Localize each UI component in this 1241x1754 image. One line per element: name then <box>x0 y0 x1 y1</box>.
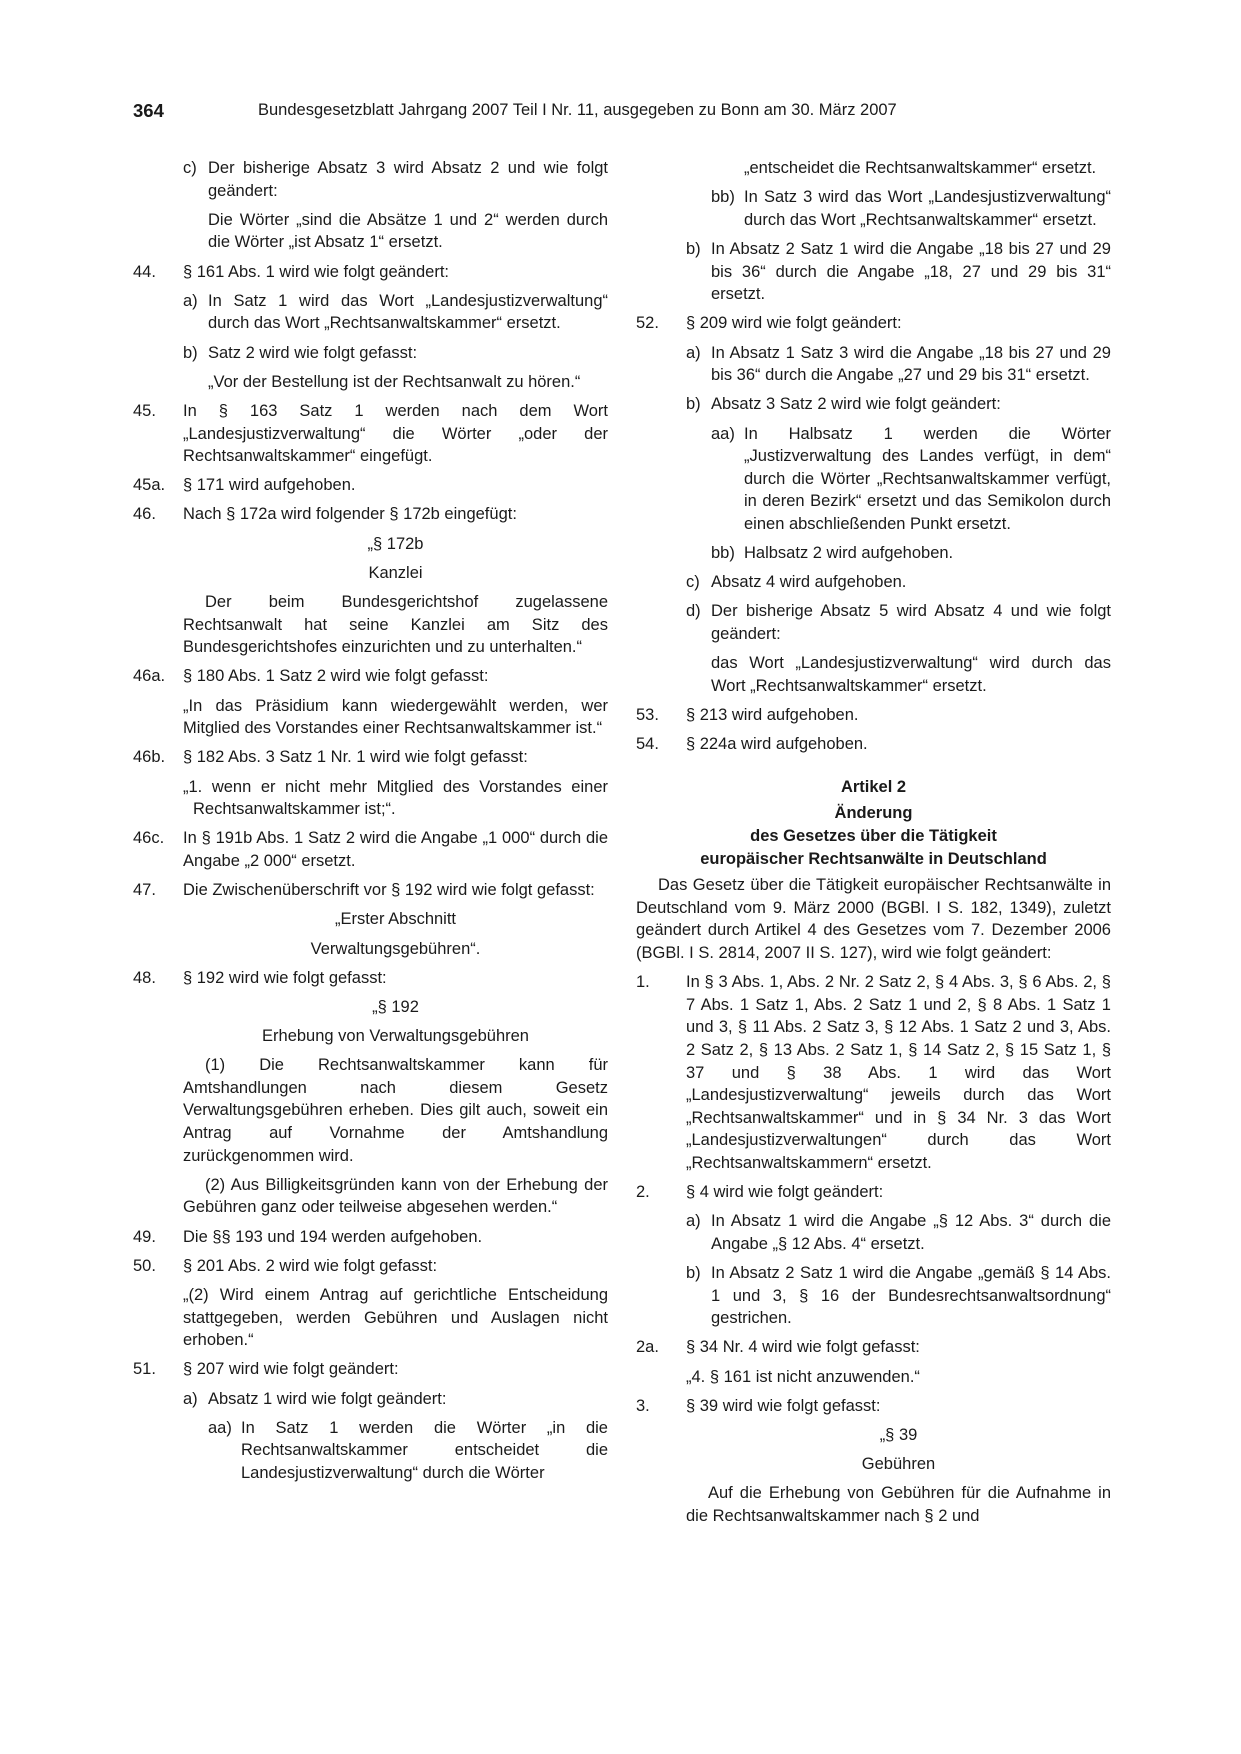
paragraph: „(2) Wird einem Antrag auf gerichtliche Entscheidung stattgegeben, werden Gebühren und Auslagen nicht erhoben.“ <box>183 1285 608 1350</box>
article-title: Artikel 2 <box>840 777 907 796</box>
page-number: 364 <box>133 100 164 121</box>
paragraph: (1) Die Rechtsanwaltskammer kann für Amtshandlungen nach diesem Gesetz Verwaltungsgebühren erheben. Dies gilt auch, soweit ein Antrag auf Vornahme der Amtshandlung zurückgenommen wird. <box>183 1056 608 1165</box>
item-3: 3. § 39 wird wie folgt gefasst: <box>636 1396 881 1415</box>
paragraph: „entscheidet die Rechtsanwaltskammer“ ersetzt. <box>744 159 1097 177</box>
item-44: 44. § 161 Abs. 1 wird wie folgt geändert: <box>133 262 449 281</box>
header-title: Bundesgesetzblatt Jahrgang 2007 Teil I Nr. 11, ausgegeben zu Bonn am 30. März 2007 <box>258 101 897 119</box>
paragraph: „Vor der Bestellung ist der Rechtsanwalt zu hören.“ <box>208 372 581 391</box>
item-51b: b) In Absatz 2 Satz 1 wird die Angabe „18 bis 27 und 29 bis 36“ durch die Angabe „18, 27 und 29 bis 31“ ersetzt. <box>686 239 1111 304</box>
item-2a: 2a. § 34 Nr. 4 wird wie folgt gefasst: <box>636 1338 920 1357</box>
section-heading: Verwaltungsgebühren“. <box>310 939 481 958</box>
section-number: „§ 192 <box>372 997 419 1016</box>
item-50: 50. § 201 Abs. 2 wird wie folgt gefasst: <box>133 1256 438 1275</box>
item-52b-aa: aa) In Halbsatz 1 werden die Wörter „Justizverwaltung des Landes verfügt, in dem“ durch die Wörter „Rechtsanwaltskammer verfügt, in deren Bezirk“ ersetzt und das Semikolon durch einen abschließenden Punkt ersetzt. <box>711 424 1111 533</box>
section-heading: Erhebung von Verwaltungsgebühren <box>262 1027 529 1046</box>
item-48: 48. § 192 wird wie folgt gefasst: <box>133 968 387 987</box>
paragraph: Auf die Erhebung von Gebühren für die Aufnahme in die Rechtsanwaltskammer nach § 2 und <box>686 1484 1111 1525</box>
item-44b: b) Satz 2 wird wie folgt gefasst: <box>183 343 418 362</box>
item-2b-letter: b) In Absatz 2 Satz 1 wird die Angabe „gemäß § 14 Abs. 1 und 3, § 16 der Bundesrechtsanwaltsordnung“ gestrichen. <box>686 1264 1111 1328</box>
item-45: 45. In § 163 Satz 1 werden nach dem Wort „Landesjustizverwaltung“ die Wörter „oder der Rechtsanwaltskammer“ eingefügt. <box>133 401 608 466</box>
paragraph: „1. wenn er nicht mehr Mitglied des Vorstandes einer Rechtsanwaltskammer ist;“. <box>183 777 608 819</box>
paragraph: Die Wörter „sind die Absätze 1 und 2“ werden durch die Wörter „ist Absatz 1“ ersetzt. <box>208 210 608 252</box>
item-52b-bb: bb) Halbsatz 2 wird aufgehoben. <box>711 544 954 563</box>
item-52b: b) Absatz 3 Satz 2 wird wie folgt geändert: <box>686 395 1001 414</box>
section-heading: „Erster Abschnitt <box>334 910 457 929</box>
item-46a: 46a. § 180 Abs. 1 Satz 2 wird wie folgt gefasst: <box>133 667 489 686</box>
item-51a: a) Absatz 1 wird wie folgt geändert: <box>183 1389 447 1408</box>
item-1: 1. In § 3 Abs. 1, Abs. 2 Nr. 2 Satz 2, § 4 Abs. 3, § 6 Abs. 2, § 7 Abs. 1 Satz 1, Abs. 2 Satz 1 und 2, § 8 Abs. 1 Satz 1 und 3, § 11 Abs. 2 Satz 3, § 12 Abs. 1 Satz 2 und 3, Abs. 2 Satz 2, § 13 Abs. 2 Satz 1, § 14 Satz 2, § 15 Satz 1, § 37 und § 38 Abs. 1 wird das Wort „Landesjustizverwaltung“ jeweils durch das Wort „Rechtsanwaltskammer“ und in § 34 Nr. 3 das Wort „Landesjustizverwaltungen“ durch das Wort „Rechtsanwaltskammern“ ersetzt. <box>636 973 1111 1172</box>
item-54: 54. § 224a wird aufgehoben. <box>636 735 868 754</box>
item-46b: 46b. § 182 Abs. 3 Satz 1 Nr. 1 wird wie folgt gefasst: <box>133 748 528 767</box>
item-47: 47. Die Zwischenüberschrift vor § 192 wird wie folgt gefasst: <box>133 881 595 900</box>
left-column <box>133 157 608 1491</box>
article-intro: Das Gesetz über die Tätigkeit europäischer Rechtsanwälte in Deutschland vom 9. März 2000 (BGBl. I S. 182, 1349), zuletzt geändert durch Artikel 4 des Gesetzes vom 7. Dezember 2006 (BGBl. I S. 2814, 2007 II S. 127), wird wie folgt geändert: <box>636 876 1111 962</box>
item-52d: d) Der bisherige Absatz 5 wird Absatz 4 und wie folgt geändert: <box>686 602 1111 644</box>
section-heading: Gebühren <box>861 1455 936 1474</box>
article-subtitle: Änderung des Gesetzes über die Tätigkeit europäischer Rechtsanwälte in Deutschland <box>700 804 1047 868</box>
right-column <box>636 157 1111 1534</box>
item-c: c) Der bisherige Absatz 3 wird Absatz 2 und wie folgt geändert: <box>183 159 608 200</box>
item-53: 53. § 213 wird aufgehoben. <box>636 706 859 724</box>
item-44a: a) In Satz 1 wird das Wort „Landesjustizverwaltung“ durch das Wort „Rechtsanwaltskammer“ ersetzt. <box>183 291 608 333</box>
item-2: 2. § 4 wird wie folgt geändert: <box>636 1183 884 1202</box>
item-46c: 46c. In § 191b Abs. 1 Satz 2 wird die Angabe „1 000“ durch die Angabe „2 000“ ersetzt. <box>133 829 608 870</box>
item-46: 46. Nach § 172a wird folgender § 172b eingefügt: <box>133 505 517 524</box>
section-heading: Kanzlei <box>368 563 423 582</box>
item-2a-letter: a) In Absatz 1 wird die Angabe „§ 12 Abs. 3“ durch die Angabe „§ 12 Abs. 4“ ersetzt. <box>686 1212 1111 1253</box>
paragraph: „In das Präsidium kann wiedergewählt werden, wer Mitglied des Vorstandes einer Rechtsanwaltskammer ist.“ <box>183 696 608 738</box>
section-number: „§ 172b <box>367 534 424 553</box>
paragraph: das Wort „Landesjustizverwaltung“ wird durch das Wort „Rechtsanwaltskammer“ ersetzt. <box>711 654 1111 695</box>
page-header <box>133 100 1108 126</box>
paragraph: (2) Aus Billigkeitsgründen kann von der Erhebung der Gebühren ganz oder teilweise abgesehen werden.“ <box>183 1175 608 1217</box>
item-52c: c) Absatz 4 wird aufgehoben. <box>686 573 907 592</box>
paragraph: „4. § 161 ist nicht anzuwenden.“ <box>686 1367 920 1386</box>
paragraph: Der beim Bundesgerichtshof zugelassene Rechtsanwalt hat seine Kanzlei am Sitz des Bundesgerichtshofes einzurichten und zu unterhalten.“ <box>183 593 608 657</box>
item-49: 49. Die §§ 193 und 194 werden aufgehoben. <box>133 1227 483 1246</box>
item-51bb: bb) In Satz 3 wird das Wort „Landesjustizverwaltung“ durch das Wort „Rechtsanwaltskammer“ ersetzt. <box>711 188 1111 229</box>
item-52: 52. § 209 wird wie folgt geändert: <box>636 314 902 333</box>
item-51: 51. § 207 wird wie folgt geändert: <box>133 1360 399 1379</box>
item-52a: a) In Absatz 1 Satz 3 wird die Angabe „18 bis 27 und 29 bis 36“ durch die Angabe „27 und 29 bis 31“ ersetzt. <box>686 343 1111 385</box>
item-45a: 45a. § 171 wird aufgehoben. <box>133 476 356 495</box>
section-number: „§ 39 <box>879 1425 918 1444</box>
item-51aa: aa) In Satz 1 werden die Wörter „in die Rechtsanwaltskammer entscheidet die Landesjustizverwaltung“ durch die Wörter <box>208 1418 608 1482</box>
